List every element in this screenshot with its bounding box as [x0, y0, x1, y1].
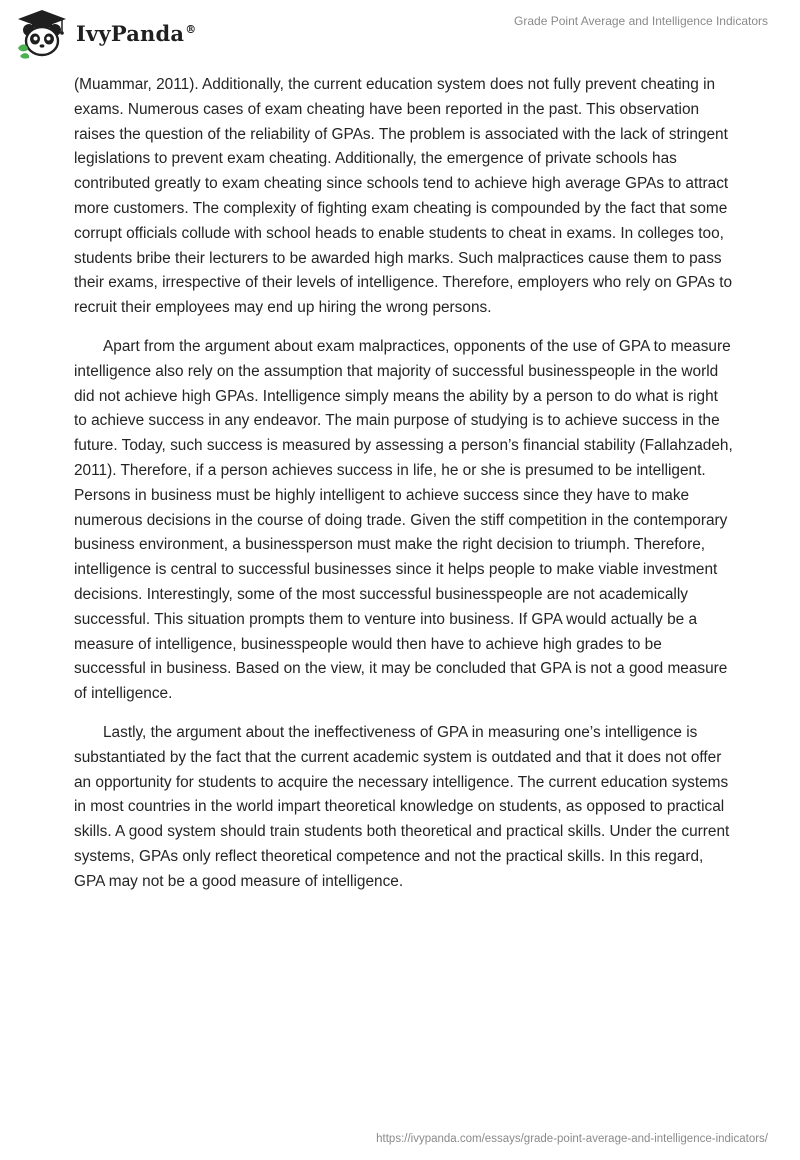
brand-name: IvyPanda® — [76, 21, 197, 46]
document-title: Grade Point Average and Intelligence Indicators — [514, 14, 768, 28]
paragraph-1: (Muammar, 2011). Additionally, the current education system does not fully prevent cheating in exams. Numerous cases of exam cheating have been reported in the past. This observation raises the question of the reliability of GPAs. The problem is associated with the lack of stringent legislations to prevent exam cheating. Additionally, the emergence of private schools has contributed greatly to exam cheating since schools tend to achieve high average GPAs to attract more customers. The complexity of fighting exam cheating is compounded by the fact that some corrupt officials collude with school heads to enable students to cheat in exams. In colleges too, students bribe their lecturers to be awarded high marks. Such malpractices cause them to pass their exams, irrespective of their levels of intelligence. Therefore, employers who rely on GPAs to recruit their employees may end up hiring the wrong persons. — [74, 76, 733, 317]
panda-graduate-icon — [14, 8, 70, 60]
ivypanda-logo[interactable] — [14, 8, 224, 60]
paragraph-2: Apart from the argument about exam malpractices, opponents of the use of GPA to measure intelligence also rely on the assumption that majority of successful businesspeople in the world did not achieve high GPAs. Intelligence simply means the ability by a person to do what is right to achieve success in any endeavor. The main purpose of studying is to achieve success in the future. Today, such success is measured by assessing a person’s financial stability (Fallahzadeh, 2011). Therefore, if a person achieves success in life, he or she is presumed to be intelligent. Persons in business must be highly intelligent to achieve success since they have to make numerous decisions in the course of doing trade. Given the stiff competition in the contemporary business environment, a businessperson must make the right decision to triumph. Therefore, intelligence is central to successful businesses since it helps people to make viable investment decisions. Interestingly, some of the most successful businesspeople are not academically successful. This situation prompts them to venture into business. If GPA would actually be a measure of intelligence, businesspeople would then have to achieve high grades to be successful in business. Based on the view, it may be concluded that GPA is not a good measure of intelligence. — [74, 337, 733, 703]
source-url-link[interactable]: https://ivypanda.com/essays/grade-point-average-and-intelligence-indicators/ — [376, 1133, 768, 1145]
page-header — [0, 0, 800, 70]
paragraph-3: Lastly, the argument about the ineffectiveness of GPA in measuring one’s intelligence is substantiated by the fact that the current academic system is outdated and that it does not offer an opportunity for students to acquire the necessary intelligence. The current education systems in most countries in the world impart theoretical knowledge on students, as opposed to practical skills. A good system should train students both theoretical and practical skills. Under the current systems, GPAs only reflect theoretical competence and not the practical skills. In this regard, GPA may not be a good measure of intelligence. — [74, 723, 730, 890]
essay-body — [74, 73, 734, 909]
